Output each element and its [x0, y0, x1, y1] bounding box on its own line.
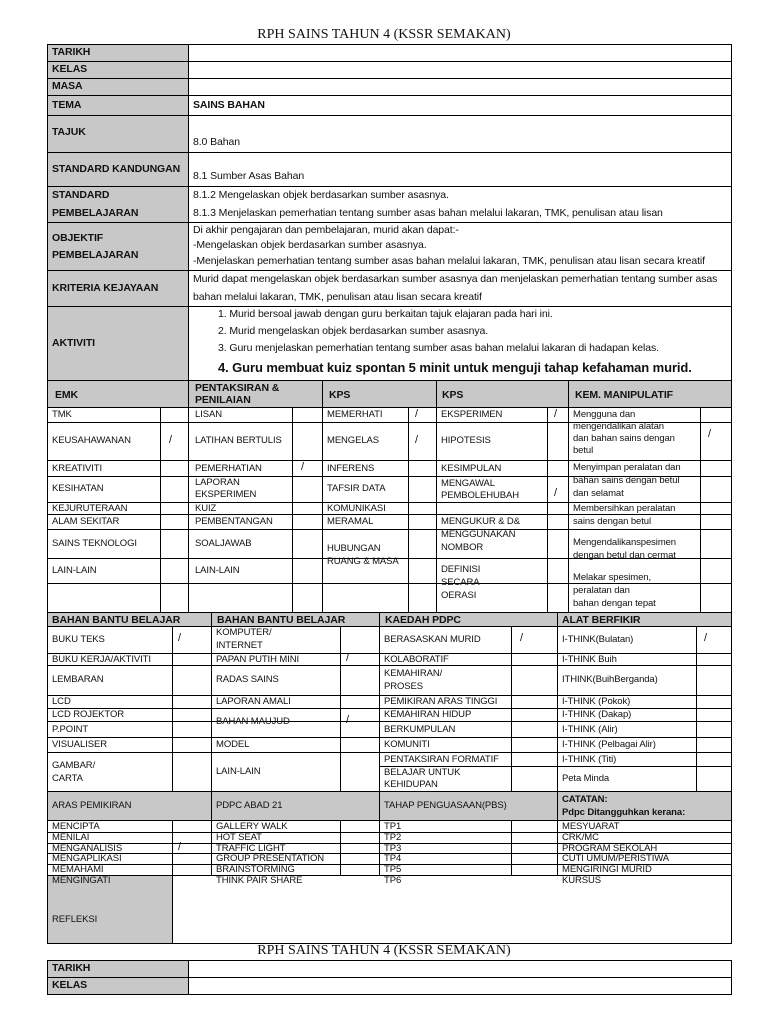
km-line: Membersihkan peralatan	[573, 503, 676, 514]
pdpc-gallery-walk: GALLERY WALK	[216, 821, 288, 832]
ap-mengingati: MENGINGATI	[52, 875, 111, 886]
kaedah-berasaskan-murid: BERASASKAN MURID	[384, 634, 481, 645]
km-line: dan selamat	[573, 488, 624, 499]
bbb-visualiser: VISUALISER	[52, 739, 107, 750]
kaedah-berkumpulan: BERKUMPULAN	[384, 724, 456, 735]
km-line: betul	[573, 445, 594, 456]
km-line: mengendalikan alatan	[573, 421, 664, 432]
header-alat-berfikir: ALAT BERFIKIR	[562, 614, 641, 626]
emk-tmk: TMK	[52, 409, 72, 420]
check-mark: /	[704, 632, 708, 644]
header-aras-pemikiran: ARAS PEMIKIRAN	[52, 800, 132, 811]
catatan-mengiringi-murid: MENGIRINGI MURID	[562, 864, 652, 875]
check-mark: /	[178, 632, 182, 644]
tp-3: TP3	[384, 843, 402, 854]
check-mark: /	[178, 841, 182, 853]
value-kriteria-1: Murid dapat mengelaskan objek berdasarkan sumber asasnya dan menjelaskan pemerhatian tentang sumber asas	[193, 273, 718, 285]
activity-1: 1. Murid bersoal jawab dengan guru berkaitan tajuk elajaran pada hari ini.	[218, 308, 553, 320]
kps-inferens: INFERENS	[327, 463, 375, 474]
label-tajuk: TAJUK	[52, 126, 86, 138]
bbb-carta: CARTA	[52, 773, 83, 784]
header-tahap-penguasaan: TAHAP PENGUASAAN(PBS)	[384, 800, 507, 811]
ab-ithink-buih-berganda: ITHINK(BuihBerganda)	[562, 674, 658, 685]
pdpc-think-pair-share: THINK PAIR SHARE	[216, 875, 303, 886]
check-mark: /	[554, 408, 558, 420]
page-2-title: RPH SAINS TAHUN 4 (KSSR SEMAKAN)	[257, 943, 511, 958]
ab-ithink-pelbagai-alir: I-THINK (Pelbagai Alir)	[562, 739, 656, 750]
km-line: Mengendalikanspesimen	[573, 537, 676, 548]
ab-ithink-bulatan: I-THINK(Bulatan)	[562, 634, 634, 645]
pp-eksperimen: EKSPERIMEN	[195, 489, 257, 500]
value-kriteria-2: bahan melalui lakaran, TMK, penulisan atau lisan secara kreatif	[193, 291, 482, 303]
header-catatan-sub: Pdpc Ditangguhkan kerana:	[562, 807, 686, 818]
header-pentaksiran-2: PENILAIAN	[195, 394, 251, 406]
check-mark: /	[415, 408, 419, 420]
pp-laporan: LAPORAN	[195, 477, 240, 488]
km-line: bahan sains dengan betul	[573, 475, 680, 486]
kaedah-pentaksiran-formatif: PENTAKSIRAN FORMATIF	[384, 754, 499, 765]
tp-1: TP1	[384, 821, 402, 832]
label-standard-kandungan: STANDARD KANDUNGAN	[52, 163, 181, 175]
kps-komunikasi: KOMUNIKASI	[327, 503, 386, 514]
bbb-buku-teks: BUKU TEKS	[52, 634, 105, 645]
value-objektif-2: -Mengelaskan objek berdasarkan sumber asasnya.	[193, 239, 427, 251]
kaedah-pemikiran-aras-tinggi: PEMIKIRAN ARAS TINGGI	[384, 696, 498, 707]
emk-sains-teknologi: SAINS TEKNOLOGI	[52, 538, 137, 549]
ab-ithink-titi: I-THINK (Titi)	[562, 754, 617, 765]
kaedah-kolaboratif: KOLABORATIF	[384, 654, 449, 665]
pp-pembentangan: PEMBENTANGAN	[195, 516, 273, 527]
bbb-komputer: KOMPUTER/	[216, 627, 272, 638]
kps-oerasi: OERASI	[441, 590, 477, 601]
activity-2: 2. Murid mengelaskan objek berdasarkan sumber asasnya.	[218, 325, 489, 337]
catatan-kursus: KURSUS	[562, 875, 601, 886]
kaedah-belajar: BELAJAR UNTUK	[384, 767, 461, 778]
bbb-lcd-rojektor: LCD ROJEKTOR	[52, 709, 124, 720]
header-kps-1: KPS	[329, 389, 351, 401]
tp-4: TP4	[384, 853, 402, 864]
emk-kreativiti: KREATIVITI	[52, 463, 103, 474]
kps-memerhati: MEMERHATI	[327, 409, 383, 420]
label-objektif-1: OBJEKTIF	[52, 232, 104, 244]
header-pdpc-abad-21: PDPC ABAD 21	[216, 800, 283, 811]
pp-lain-lain: LAIN-LAIN	[195, 565, 240, 576]
kaedah-kehidupan: KEHIDUPAN	[384, 779, 438, 790]
ab-ithink-dakap: I-THINK (Dakap)	[562, 709, 632, 720]
emk-kejuruteraan: KEJURUTERAAN	[52, 503, 128, 514]
pp-pemerhatian: PEMERHATIAN	[195, 463, 262, 474]
ap-menganalisis: MENGANALISIS	[52, 843, 123, 854]
header-kps-2: KPS	[442, 389, 464, 401]
pp-latihan-bertulis: LATIHAN BERTULIS	[195, 435, 282, 446]
label-standard-pembelajaran-2: PEMBELAJARAN	[52, 207, 139, 219]
label-objektif-2: PEMBELAJARAN	[52, 249, 139, 261]
kps-hubungan: HUBUNGAN	[327, 543, 381, 554]
label-aktiviti: AKTIVITI	[52, 337, 95, 349]
page2-label-tarikh: TARIKH	[52, 962, 91, 974]
value-standard-kandungan: 8.1 Sumber Asas Bahan	[193, 170, 305, 182]
pdpc-group-presentation: GROUP PRESENTATION	[216, 853, 324, 864]
kps-pembolehubah: PEMBOLEHUBAH	[441, 490, 519, 501]
tp-6: TP6	[384, 875, 402, 886]
header-kem-manipulatif: KEM. MANIPULATIF	[575, 389, 673, 401]
kps-ruang-masa: RUANG & MASA	[327, 556, 399, 567]
bbb-lcd: LCD	[52, 696, 71, 707]
bbb-papan-putih: PAPAN PUTIH MINI	[216, 654, 300, 665]
label-kriteria: KRITERIA KEJAYAAN	[52, 282, 159, 294]
tp-2: TP2	[384, 832, 402, 843]
bbb-internet: INTERNET	[216, 640, 263, 651]
check-mark: /	[520, 632, 524, 644]
ap-mencipta: MENCIPTA	[52, 821, 100, 832]
bbb-bahan-maujud: BAHAN MAUJUD	[216, 716, 290, 727]
kaedah-kemahiran: KEMAHIRAN/	[384, 668, 443, 679]
emk-keusahawanan: KEUSAHAWANAN	[52, 435, 131, 446]
bbb-laporan-amali: LAPORAN AMALI	[216, 696, 291, 707]
km-line: dan bahan sains dengan	[573, 433, 675, 444]
bbb-ppoint: P.POINT	[52, 724, 89, 735]
pdpc-brainstorming: BRAINSTORMING	[216, 864, 295, 875]
header-bbb-1: BAHAN BANTU BELAJAR	[52, 614, 181, 626]
kps-meramal: MERAMAL	[327, 516, 374, 527]
kps-mengelas: MENGELAS	[327, 435, 379, 446]
header-pentaksiran-1: PENTAKSIRAN &	[195, 382, 280, 394]
km-line: dengan betul dan cermat	[573, 550, 676, 561]
catatan-program-sekolah: PROGRAM SEKOLAH	[562, 843, 658, 854]
pp-soaljawab: SOALJAWAB	[195, 538, 252, 549]
value-tema: SAINS BAHAN	[193, 99, 265, 111]
pdpc-traffic-light: TRAFFIC LIGHT	[216, 843, 286, 854]
header-kaedah-pdpc: KAEDAH PDPC	[385, 614, 461, 626]
ap-menilai: MENILAI	[52, 832, 90, 843]
label-refleksi: REFLEKSI	[52, 914, 98, 925]
bbb-gambar: GAMBAR/	[52, 760, 96, 771]
km-line: Melakar spesimen,	[573, 572, 652, 583]
kps-mengawal: MENGAWAL	[441, 478, 495, 489]
kps-hipotesis: HIPOTESIS	[441, 435, 491, 446]
header-bbb-2: BAHAN BANTU BELAJAR	[217, 614, 346, 626]
check-mark: /	[708, 428, 712, 440]
km-line: peralatan dan	[573, 585, 630, 596]
bbb-lembaran: LEMBARAN	[52, 674, 104, 685]
label-tema: TEMA	[52, 99, 82, 111]
check-mark: /	[554, 487, 558, 499]
km-line: sains dengan betul	[573, 516, 651, 527]
value-objektif-3: -Menjelaskan pemerhatian tentang sumber asas bahan melalui lakaran, TMK, penulisan atau lisan secara kreatif	[193, 255, 705, 267]
bbb-buku-kerja: BUKU KERJA/AKTIVITI	[52, 654, 151, 665]
label-masa: MASA	[52, 80, 83, 92]
value-sp-2: 8.1.3 Menjelaskan pemerhatian tentang sumber asas bahan melalui lakaran, TMK, penulisan atau lisan	[193, 207, 663, 219]
ap-mengaplikasi: MENGAPLIKASI	[52, 853, 122, 864]
ap-memahami: MEMAHAMI	[52, 864, 104, 875]
check-mark: /	[346, 714, 350, 726]
km-line: Mengguna dan	[573, 409, 636, 420]
activity-4: 4. Guru membuat kuiz spontan 5 minit untuk menguji tahap kefahaman murid.	[218, 360, 692, 375]
emk-lain-lain: LAIN-LAIN	[52, 565, 97, 576]
ab-ithink-alir: I-THINK (Alir)	[562, 724, 618, 735]
pp-lisan: LISAN	[195, 409, 222, 420]
value-tajuk: 8.0 Bahan	[193, 136, 240, 148]
catatan-cuti-umum: CUTI UMUM/PERISTIWA	[562, 853, 669, 864]
label-standard-pembelajaran-1: STANDARD	[52, 189, 110, 201]
page-title: RPH SAINS TAHUN 4 (KSSR SEMAKAN)	[257, 27, 511, 42]
catatan-crk-mc: CRK/MC	[562, 832, 599, 843]
kps-nombor: NOMBOR	[441, 542, 484, 553]
km-line: bahan dengan tepat	[573, 598, 656, 609]
kps-kesimpulan: KESIMPULAN	[441, 463, 502, 474]
kps-definisi: DEFINISI	[441, 564, 481, 575]
label-kelas: KELAS	[52, 63, 88, 75]
header-catatan: CATATAN:	[562, 794, 608, 805]
kps-eksperimen: EKSPERIMEN	[441, 409, 503, 420]
ab-peta-minda: Peta Minda	[562, 773, 610, 784]
bbb-radas-sains: RADAS SAINS	[216, 674, 279, 685]
label-tarikh: TARIKH	[52, 46, 91, 58]
ab-ithink-buih: I-THINK Buih	[562, 654, 617, 665]
value-objektif-1: Di akhir pengajaran dan pembelajaran, murid akan dapat:-	[193, 224, 459, 236]
activity-3: 3. Guru menjelaskan pemerhatian tentang sumber asas bahan melalui lakaran di hadapan kelas.	[218, 342, 659, 354]
check-mark: /	[169, 434, 173, 446]
emk-kesihatan: KESIHATAN	[52, 483, 104, 494]
value-sp-1: 8.1.2 Mengelaskan objek berdasarkan sumber asasnya.	[193, 189, 449, 201]
ab-ithink-pokok: I-THINK (Pokok)	[562, 696, 631, 707]
pdpc-hot-seat: HOT SEAT	[216, 832, 262, 843]
emk-alam-sekitar: ALAM SEKITAR	[52, 516, 120, 527]
bbb-lain-lain: LAIN-LAIN	[216, 766, 261, 777]
kps-secara: SECARA	[441, 577, 480, 588]
check-mark: /	[346, 652, 350, 664]
kps-mengukur: MENGUKUR & D&	[441, 516, 520, 527]
km-line: Menyimpan peralatan dan	[573, 462, 681, 473]
kaedah-proses: PROSES	[384, 681, 423, 692]
bbb-model: MODEL	[216, 739, 250, 750]
kaedah-kemahiran-hidup: KEMAHIRAN HIDUP	[384, 709, 472, 720]
kaedah-komuniti: KOMUNITI	[384, 739, 430, 750]
check-mark: /	[301, 461, 305, 473]
pp-kuiz: KUIZ	[195, 503, 217, 514]
page2-label-kelas: KELAS	[52, 979, 88, 991]
check-mark: /	[415, 434, 419, 446]
kps-tafsir-data: TAFSIR DATA	[327, 483, 386, 494]
header-emk: EMK	[55, 389, 79, 401]
catatan-mesyuarat: MESYUARAT	[562, 821, 620, 832]
tp-5: TP5	[384, 864, 402, 875]
kps-menggunakan: MENGGUNAKAN	[441, 529, 516, 540]
